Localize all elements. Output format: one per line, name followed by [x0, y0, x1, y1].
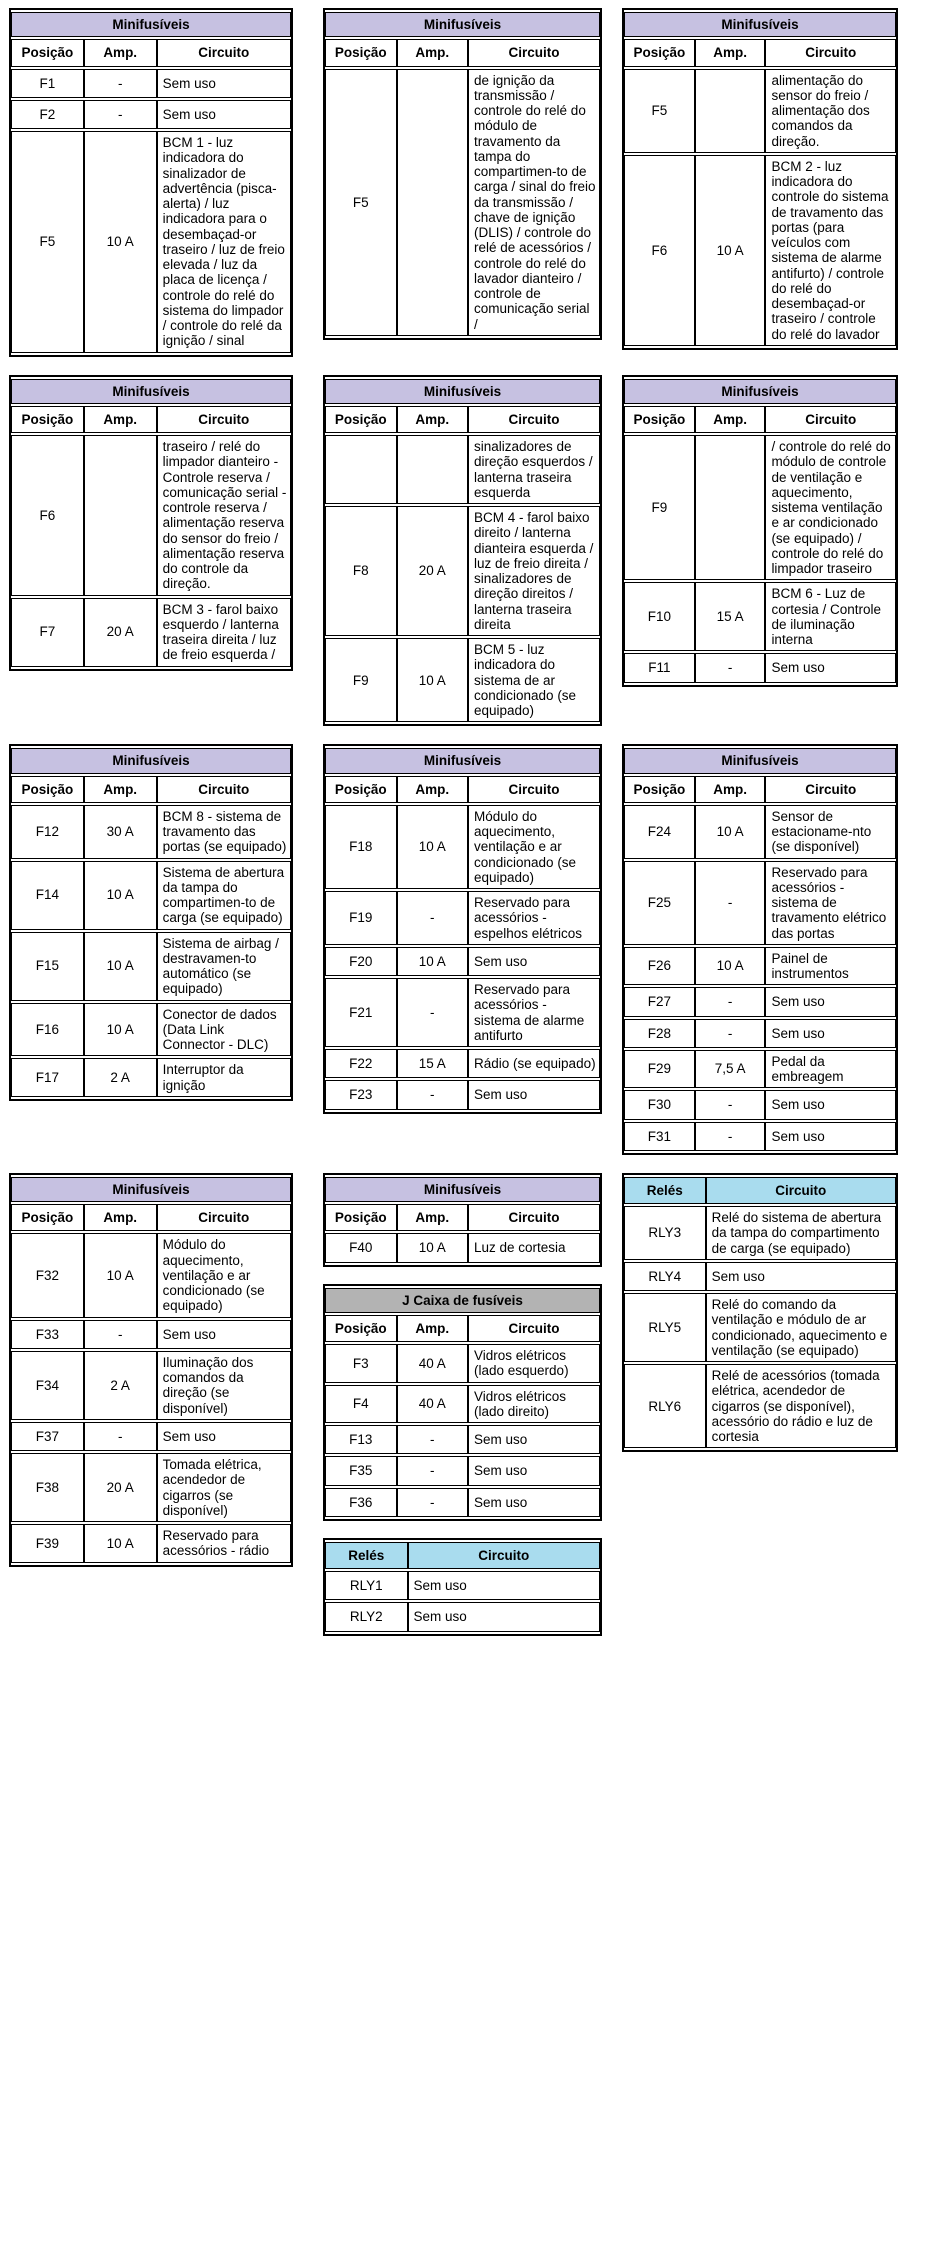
fuse-circuit-cell: BCM 2 - luz indicadora do controle do sistema de travamento das portas (para veículos com sistema de alarme antifurto) / controle do relé do desembaçad-or traseiro / controle do relé do lavador: [765, 155, 896, 346]
fuse-amp-cell: 20 A: [84, 1453, 157, 1522]
fuse-circuit-cell: Vidros elétricos (lado esquerdo): [468, 1344, 600, 1383]
fuse-row: [11, 435, 291, 596]
grid-cell-row3-col2: [323, 744, 602, 1113]
fuse-circuit-cell: Sem uso: [468, 1080, 600, 1109]
column-header-position: Posição: [11, 406, 84, 433]
relay-position-cell: RLY4: [624, 1262, 706, 1291]
fuse-row: [624, 1090, 896, 1119]
grid-cell-row3-col3: [622, 744, 898, 1155]
fuse-position-cell: F40: [325, 1233, 397, 1262]
fuse-circuit-cell: BCM 1 - luz indicadora do sinalizador de advertência (pisca-alerta) / luz indicadora para o desembaçad-or traseiro / luz de freio elevada / luz da placa de licença / controle do relé do sistema do limpador / controle do relé da ignição / sinal: [157, 131, 291, 353]
fuse-row: [11, 1422, 291, 1451]
fuse-circuit-cell: Conector de dados (Data Link Connector - DLC): [157, 1003, 291, 1057]
fuse-circuit-cell: BCM 5 - luz indicadora do sistema de ar condicionado (se equipado): [468, 638, 600, 722]
grid-cell-row1-col3: [622, 8, 898, 350]
table-title: Minifusíveis: [325, 379, 600, 404]
grid-cell-row1-col2: [323, 8, 602, 340]
fuse-position-cell: F20: [325, 947, 397, 976]
column-header-circuit: Circuito: [157, 1204, 291, 1231]
column-header-circuit: Circuito: [468, 1204, 600, 1231]
fuse-position-cell: F5: [325, 69, 397, 336]
fuse-position-cell: F38: [11, 1453, 84, 1522]
fuse-amp-cell: 10 A: [695, 155, 766, 346]
table-title: Minifusíveis: [325, 1177, 600, 1202]
fuse-position-cell: F28: [624, 1019, 695, 1048]
fuse-row: [624, 861, 896, 945]
column-header-amp: Amp.: [695, 39, 766, 66]
fuse-circuit-cell: Sem uso: [765, 1019, 896, 1048]
fuse-circuit-cell: Iluminação dos comandos da direção (se disponível): [157, 1351, 291, 1420]
fuse-amp-cell: 10 A: [695, 805, 766, 859]
fuse-circuit-cell: Sem uso: [157, 69, 291, 98]
fuse-position-cell: F8: [325, 506, 397, 636]
grid-cell-row2-col2: [323, 375, 602, 727]
fuse-amp-cell: 10 A: [84, 1524, 157, 1563]
table-title: Minifusíveis: [624, 12, 896, 37]
relay-circuit-cell: Sem uso: [408, 1602, 601, 1631]
fuse-row: [624, 69, 896, 153]
fuse-circuit-cell: Painel de instrumentos: [765, 947, 896, 986]
fuse-position-cell: F11: [624, 653, 695, 682]
fuse-circuit-cell: Sistema de airbag / destravamen-to automático (se equipado): [157, 932, 291, 1001]
relay-position-cell: RLY2: [325, 1602, 408, 1631]
fuse-row: [325, 891, 600, 945]
column-header-position: Posição: [624, 776, 695, 803]
fuse-position-cell: F7: [11, 598, 84, 667]
fuse-position-cell: F33: [11, 1320, 84, 1349]
minifuse-table: [9, 1173, 293, 1567]
grid-cell-row4-col2: [323, 1173, 602, 1636]
fuse-circuit-cell: Reservado para acessórios - sistema de travamento elétrico das portas: [765, 861, 896, 945]
fuse-row: [11, 932, 291, 1001]
table-title: Minifusíveis: [624, 748, 896, 773]
minifuse-table: [323, 8, 602, 340]
fuse-position-cell: F25: [624, 861, 695, 945]
fuse-circuit-cell: Sem uso: [468, 947, 600, 976]
fuse-position-cell: F4: [325, 1385, 397, 1424]
fuse-amp-cell: 40 A: [397, 1344, 469, 1383]
fuse-position-cell: F37: [11, 1422, 84, 1451]
column-header-circuit: Circuito: [765, 406, 896, 433]
fuse-position-cell: F2: [11, 100, 84, 129]
fuse-row: [624, 805, 896, 859]
minifuse-table: [323, 1173, 602, 1267]
fuse-amp-cell: 2 A: [84, 1058, 157, 1097]
fuse-amp-cell: -: [695, 653, 766, 682]
fuse-amp-cell: 10 A: [84, 131, 157, 353]
fuse-amp-cell: [695, 435, 766, 580]
fuse-circuit-cell: Sem uso: [765, 987, 896, 1016]
fuse-row: [11, 100, 291, 129]
fuse-circuit-cell: Sistema de abertura da tampa do compartimen-to de carga (se equipado): [157, 861, 291, 930]
fuse-circuit-cell: traseiro / relé do limpador dianteiro - Controle reserva / comunicação serial - controle reserva / alimentação reserva do sensor do freio / alimentação reserva do controle da direção.: [157, 435, 291, 596]
column-header-amp: Amp.: [84, 39, 157, 66]
column-header-position: Posição: [11, 776, 84, 803]
fuse-amp-cell: -: [397, 1456, 469, 1485]
fuse-position-cell: F36: [325, 1488, 397, 1517]
fuse-circuit-cell: Sensor de estacioname-nto (se disponível): [765, 805, 896, 859]
column-header-amp: Amp.: [695, 406, 766, 433]
fuse-row: [624, 1019, 896, 1048]
fuse-position-cell: F23: [325, 1080, 397, 1109]
grid-cell-row2-col1: [9, 375, 293, 671]
fuse-row: [624, 987, 896, 1016]
fuse-position-cell: F30: [624, 1090, 695, 1119]
relay-circuit-cell: Sem uso: [706, 1262, 896, 1291]
relay-position-cell: RLY5: [624, 1293, 706, 1362]
column-header-position: Posição: [325, 1204, 397, 1231]
fuse-amp-cell: [84, 435, 157, 596]
relay-position-cell: RLY3: [624, 1206, 706, 1260]
fuse-amp-cell: 40 A: [397, 1385, 469, 1424]
fuse-position-cell: F12: [11, 805, 84, 859]
fuse-row: [11, 69, 291, 98]
fuse-position-cell: F5: [624, 69, 695, 153]
column-header-position: Posição: [624, 406, 695, 433]
fuse-circuit-cell: Reservado para acessórios - espelhos elétricos: [468, 891, 600, 945]
fuse-position-cell: F9: [325, 638, 397, 722]
fuse-amp-cell: [397, 69, 469, 336]
minifuse-table: [9, 375, 293, 671]
fuse-amp-cell: [397, 435, 469, 504]
fuse-position-cell: F13: [325, 1425, 397, 1454]
fuse-circuit-cell: BCM 4 - farol baixo direito / lanterna dianteira esquerda / luz de freio direita / sinalizadores de direção direitos / lanterna traseira direita: [468, 506, 600, 636]
fuse-position-cell: F17: [11, 1058, 84, 1097]
minifuse-table: [323, 744, 602, 1113]
fuse-position-cell: F24: [624, 805, 695, 859]
relay-row: [624, 1364, 896, 1448]
fuse-amp-cell: 20 A: [84, 598, 157, 667]
fuse-circuit-cell: de ignição da transmissão / controle do relé do módulo de travamento da tampa do compartimen-to de carga / sinal do freio da transmissão / chave de ignição (DLIS) / controle do relé de acessórios / controle do relé do lavador dianteiro / controle de comunicação serial /: [468, 69, 600, 336]
column-header-amp: Amp.: [397, 39, 469, 66]
fuse-position-cell: F6: [11, 435, 84, 596]
fuse-row: [325, 1425, 600, 1454]
fuse-amp-cell: 10 A: [695, 947, 766, 986]
fuse-amp-cell: 30 A: [84, 805, 157, 859]
column-header-relays: Relés: [624, 1177, 706, 1204]
relay-circuit-cell: Relé de acessórios (tomada elétrica, acendedor de cigarros (se disponível), acessório do rádio e luz de cortesia: [706, 1364, 896, 1448]
fuse-circuit-cell: Sem uso: [468, 1488, 600, 1517]
fuse-position-cell: F32: [11, 1233, 84, 1317]
grid-cell-row4-col3: [622, 1173, 898, 1453]
fuse-amp-cell: [695, 69, 766, 153]
column-header-amp: Amp.: [397, 1315, 469, 1342]
relay-row: [325, 1571, 600, 1600]
relay-circuit-cell: Sem uso: [408, 1571, 601, 1600]
relay-table: [622, 1173, 898, 1453]
column-header-circuit: Circuito: [765, 39, 896, 66]
fuse-row: [325, 805, 600, 889]
grid-cell-row3-col1: [9, 744, 293, 1101]
fuse-row: [11, 1233, 291, 1317]
fuse-amp-cell: -: [695, 1090, 766, 1119]
fuse-position-cell: F35: [325, 1456, 397, 1485]
column-header-amp: Amp.: [84, 1204, 157, 1231]
fuse-circuit-cell: BCM 6 - Luz de cortesia / Controle de iluminação interna: [765, 582, 896, 651]
fuse-position-cell: [325, 435, 397, 504]
relay-row: [624, 1262, 896, 1291]
fuse-position-cell: F26: [624, 947, 695, 986]
minifuse-table: [323, 375, 602, 727]
fuse-position-cell: F5: [11, 131, 84, 353]
fuse-row: [325, 1385, 600, 1424]
column-header-relays: Relés: [325, 1542, 408, 1569]
fuse-position-cell: F27: [624, 987, 695, 1016]
fuse-amp-cell: -: [84, 69, 157, 98]
column-header-circuit: Circuito: [157, 776, 291, 803]
fuse-tables-grid: [9, 8, 943, 1636]
fuse-circuit-cell: / controle do relé do módulo de controle de ventilação e aquecimento, sistema ventilação e ar condicionado (se equipado) / controle do relé do limpador traseiro: [765, 435, 896, 580]
fuse-position-cell: F9: [624, 435, 695, 580]
column-header-amp: Amp.: [397, 776, 469, 803]
fuse-row: [325, 1233, 600, 1262]
grid-cell-row4-col1: [9, 1173, 293, 1567]
fuse-circuit-cell: sinalizadores de direção esquerdos / lanterna traseira esquerda: [468, 435, 600, 504]
table-title: Minifusíveis: [11, 12, 291, 37]
relay-position-cell: RLY1: [325, 1571, 408, 1600]
column-header-circuit: Circuito: [468, 406, 600, 433]
fuse-row: [325, 506, 600, 636]
fusebox-table: [323, 1284, 602, 1521]
fuse-row: [325, 1344, 600, 1383]
fuse-amp-cell: 2 A: [84, 1351, 157, 1420]
fuse-row: [11, 805, 291, 859]
grid-cell-row1-col1: [9, 8, 293, 357]
fuse-amp-cell: -: [397, 1425, 469, 1454]
minifuse-table: [622, 744, 898, 1155]
column-header-position: Posição: [325, 1315, 397, 1342]
fuse-circuit-cell: Interruptor da ignição: [157, 1058, 291, 1097]
fuse-row: [11, 1003, 291, 1057]
relay-circuit-cell: Relé do comando da ventilação e módulo de ar condicionado, aquecimento e ventilação (se equipado): [706, 1293, 896, 1362]
fuse-row: [325, 1049, 600, 1078]
relay-table: [323, 1538, 602, 1636]
fuse-position-cell: F22: [325, 1049, 397, 1078]
fuse-circuit-cell: Tomada elétrica, acendedor de cigarros (se disponível): [157, 1453, 291, 1522]
table-title: Minifusíveis: [11, 748, 291, 773]
fuse-row: [624, 1050, 896, 1089]
minifuse-table: [622, 375, 898, 687]
column-header-amp: Amp.: [84, 776, 157, 803]
fuse-row: [11, 598, 291, 667]
fuse-row: [325, 1080, 600, 1109]
fuse-row: [11, 1453, 291, 1522]
fuse-circuit-cell: alimentação do sensor do freio / alimentação dos comandos da direção.: [765, 69, 896, 153]
fuse-circuit-cell: Sem uso: [157, 100, 291, 129]
fuse-amp-cell: -: [695, 1019, 766, 1048]
fuse-circuit-cell: Módulo do aquecimento, ventilação e ar condicionado (se equipado): [157, 1233, 291, 1317]
fuse-row: [325, 978, 600, 1047]
fuse-circuit-cell: Pedal da embreagem: [765, 1050, 896, 1089]
fuse-amp-cell: 10 A: [84, 932, 157, 1001]
table-title: J Caixa de fusíveis: [325, 1288, 600, 1313]
minifuse-table: [9, 744, 293, 1101]
fuse-circuit-cell: Rádio (se equipado): [468, 1049, 600, 1078]
fuse-position-cell: F6: [624, 155, 695, 346]
table-title: Minifusíveis: [11, 1177, 291, 1202]
column-header-position: Posição: [325, 776, 397, 803]
table-title: Minifusíveis: [624, 379, 896, 404]
fuse-row: [624, 947, 896, 986]
column-header-circuit: Circuito: [157, 406, 291, 433]
fuse-row: [624, 653, 896, 682]
fuse-amp-cell: -: [397, 891, 469, 945]
fuse-row: [624, 435, 896, 580]
fuse-position-cell: F15: [11, 932, 84, 1001]
relay-circuit-cell: Relé do sistema de abertura da tampa do compartimento de carga (se equipado): [706, 1206, 896, 1260]
table-title: Minifusíveis: [325, 748, 600, 773]
fuse-position-cell: F1: [11, 69, 84, 98]
fuse-amp-cell: -: [84, 1320, 157, 1349]
fuse-row: [325, 69, 600, 336]
fuse-position-cell: F16: [11, 1003, 84, 1057]
fuse-row: [325, 1456, 600, 1485]
fuse-amp-cell: -: [397, 978, 469, 1047]
fuse-position-cell: F3: [325, 1344, 397, 1383]
column-header-amp: Amp.: [695, 776, 766, 803]
fuse-amp-cell: -: [695, 987, 766, 1016]
fuse-amp-cell: -: [695, 1122, 766, 1151]
fuse-position-cell: F29: [624, 1050, 695, 1089]
fuse-amp-cell: -: [84, 1422, 157, 1451]
fuse-position-cell: F18: [325, 805, 397, 889]
fuse-circuit-cell: Reservado para acessórios - sistema de alarme antifurto: [468, 978, 600, 1047]
column-header-amp: Amp.: [397, 1204, 469, 1231]
fuse-circuit-cell: Sem uso: [468, 1456, 600, 1485]
fuse-amp-cell: 10 A: [397, 947, 469, 976]
fuse-circuit-cell: Sem uso: [157, 1320, 291, 1349]
fuse-circuit-cell: Sem uso: [157, 1422, 291, 1451]
relay-row: [325, 1602, 600, 1631]
fuse-amp-cell: 10 A: [84, 1003, 157, 1057]
fuse-amp-cell: -: [397, 1080, 469, 1109]
fuse-row: [624, 155, 896, 346]
fuse-circuit-cell: Vidros elétricos (lado direito): [468, 1385, 600, 1424]
fuse-row: [325, 947, 600, 976]
column-header-position: Posição: [624, 39, 695, 66]
grid-cell-row2-col3: [622, 375, 898, 687]
table-title: Minifusíveis: [11, 379, 291, 404]
column-header-position: Posição: [11, 1204, 84, 1231]
fuse-circuit-cell: Módulo do aquecimento, ventilação e ar condicionado (se equipado): [468, 805, 600, 889]
column-header-circuit: Circuito: [408, 1542, 601, 1569]
fuse-circuit-cell: Luz de cortesia: [468, 1233, 600, 1262]
fuse-row: [11, 1058, 291, 1097]
fuse-position-cell: F31: [624, 1122, 695, 1151]
fuse-position-cell: F21: [325, 978, 397, 1047]
fuse-position-cell: F14: [11, 861, 84, 930]
fuse-circuit-cell: Reservado para acessórios - rádio: [157, 1524, 291, 1563]
column-header-position: Posição: [325, 406, 397, 433]
fuse-position-cell: F10: [624, 582, 695, 651]
column-header-circuit: Circuito: [468, 1315, 600, 1342]
fuse-circuit-cell: BCM 8 - sistema de travamento das portas (se equipado): [157, 805, 291, 859]
fuse-circuit-cell: Sem uso: [765, 1122, 896, 1151]
fuse-amp-cell: 15 A: [695, 582, 766, 651]
fuse-amp-cell: -: [695, 861, 766, 945]
fuse-circuit-cell: Sem uso: [468, 1425, 600, 1454]
minifuse-table: [622, 8, 898, 350]
fuse-amp-cell: 10 A: [84, 861, 157, 930]
fuse-circuit-cell: Sem uso: [765, 1090, 896, 1119]
fuse-row: [624, 1122, 896, 1151]
fuse-amp-cell: 10 A: [84, 1233, 157, 1317]
fuse-amp-cell: 15 A: [397, 1049, 469, 1078]
fuse-position-cell: F39: [11, 1524, 84, 1563]
fuse-amp-cell: 10 A: [397, 638, 469, 722]
column-header-circuit: Circuito: [468, 776, 600, 803]
fuse-row: [624, 582, 896, 651]
fuse-row: [325, 435, 600, 504]
fuse-amp-cell: -: [397, 1488, 469, 1517]
relay-position-cell: RLY6: [624, 1364, 706, 1448]
fuse-circuit-cell: BCM 3 - farol baixo esquerdo / lanterna traseira direita / luz de freio esquerda /: [157, 598, 291, 667]
column-header-amp: Amp.: [397, 406, 469, 433]
fuse-amp-cell: 7,5 A: [695, 1050, 766, 1089]
fuse-row: [11, 1351, 291, 1420]
relay-row: [624, 1206, 896, 1260]
fuse-amp-cell: 10 A: [397, 805, 469, 889]
fuse-circuit-cell: Sem uso: [765, 653, 896, 682]
relay-row: [624, 1293, 896, 1362]
table-title: Minifusíveis: [325, 12, 600, 37]
column-header-circuit: Circuito: [706, 1177, 896, 1204]
column-header-circuit: Circuito: [157, 39, 291, 66]
column-header-circuit: Circuito: [765, 776, 896, 803]
fuse-row: [11, 131, 291, 353]
fuse-amp-cell: -: [84, 100, 157, 129]
fuse-position-cell: F19: [325, 891, 397, 945]
fuse-row: [11, 861, 291, 930]
fuse-amp-cell: 10 A: [397, 1233, 469, 1262]
fuse-position-cell: F34: [11, 1351, 84, 1420]
minifuse-table: [9, 8, 293, 357]
fuse-row: [325, 1488, 600, 1517]
column-header-circuit: Circuito: [468, 39, 600, 66]
column-header-amp: Amp.: [84, 406, 157, 433]
fuse-row: [11, 1524, 291, 1563]
fuse-row: [11, 1320, 291, 1349]
fuse-row: [325, 638, 600, 722]
fuse-amp-cell: 20 A: [397, 506, 469, 636]
column-header-position: Posição: [325, 39, 397, 66]
column-header-position: Posição: [11, 39, 84, 66]
